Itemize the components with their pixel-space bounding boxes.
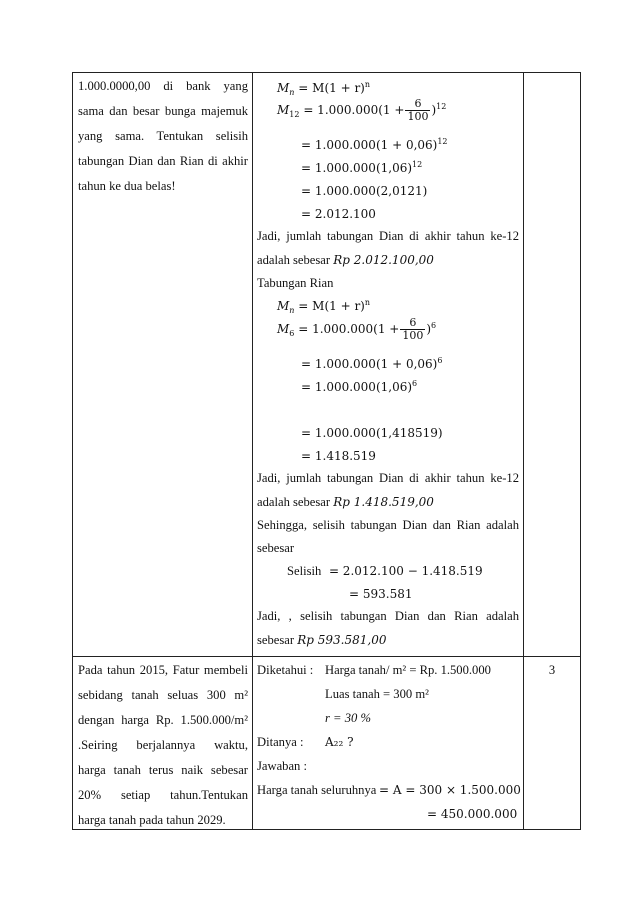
question-line: tabungan Dian dan Rian di akhir [78, 154, 248, 168]
calc-line: = 1.000.000(1,418519) [301, 426, 443, 440]
asked-value: A₂₂ ? [325, 735, 354, 749]
question-cell-2 [78, 658, 248, 833]
question-line: 1.000.0000,00 di bank yang [78, 79, 248, 93]
total-price-calc: = A = 300 × 1.500.000 [379, 783, 521, 797]
conclusion-line: sebesar Rp 593.581,00 [257, 633, 387, 647]
question-line: 20% setiap tahun.Tentukan [78, 788, 248, 802]
formula-m12: $M_{12} = 1.000.000(1$ + $\frac{6}{100}$ )$^{12}$ [277, 97, 447, 123]
calc-line: = 2.012.100 [301, 207, 376, 221]
table-border-right [580, 72, 581, 830]
question-line: dengan harga Rp. 1.500.000/m² [78, 713, 248, 727]
difference-line: Selisih = 2.012.100 − 1.418.519 [287, 564, 483, 578]
given-rate: r = 30 % [325, 711, 371, 725]
conclusion-line: Jadi, jumlah tabungan Dian di akhir tahun ke-12 [257, 229, 519, 243]
question-line: Pada tahun 2015, Fatur membeli [78, 663, 248, 677]
calc-line: = 1.418.519 [301, 449, 376, 463]
question-line: tahun ke dua belas! [78, 179, 176, 193]
asked-label: Ditanya : [257, 735, 304, 749]
given-price: Harga tanah/ m² = Rp. 1.500.000 [325, 663, 491, 677]
row-divider [72, 656, 581, 657]
question-line: sama dan besar bunga majemuk [78, 104, 248, 118]
calc-line: = $1.000.000(1 + 0,06)^6$ [301, 356, 443, 371]
conclusion-line: sebesar [257, 541, 295, 555]
formula-m6: $M_6 = 1.000.000(1$ + $\frac{6}{100}$ )$^6$ [277, 316, 437, 342]
calc-line: = $1.000.000(1,06)^{12}$ [301, 160, 423, 175]
conclusion-line: adalah sebesar Rp 1.418.519,00 [257, 495, 434, 509]
calc-line: = 1.000.000(2,0121) [301, 184, 428, 198]
total-price-result: = 450.000.000 [427, 807, 518, 821]
question-line: harga tanah terus naik sebesar [78, 763, 248, 777]
question-line: yang sama. Tentukan selisih [78, 129, 248, 143]
given-area: Luas tanah = 300 m² [325, 687, 429, 701]
score-cell: 3 [548, 663, 556, 677]
section-label: Tabungan Rian [257, 276, 334, 290]
question-line: .Seiring berjalannya waktu, [78, 738, 248, 752]
question-line: sebidang tanah seluas 300 m² [78, 688, 248, 702]
column-divider-1 [252, 72, 253, 830]
calc-line: = $1.000.000(1 + 0,06)^{12}$ [301, 137, 448, 152]
calc-line: = $1.000.000(1,06)^6$ [301, 379, 418, 394]
conclusion-line: Jadi, jumlah tabungan Dian di akhir tahun ke-12 [257, 471, 519, 485]
conclusion-line: adalah sebesar Rp 2.012.100,00 [257, 253, 434, 267]
conclusion-line: Sehingga, selisih tabungan Dian dan Rian adalah [257, 518, 519, 532]
answer-table [72, 72, 581, 830]
conclusion-line: Jadi, , selisih tabungan Dian dan Rian adalah [257, 609, 519, 623]
question-cell-1 [78, 74, 248, 199]
difference-line: = 593.581 [349, 587, 413, 601]
answer-cell-2 [257, 658, 519, 828]
total-price-label: Harga tanah seluruhnya [257, 783, 377, 797]
question-line: harga tanah pada tahun 2029. [78, 813, 226, 827]
answer-label: Jawaban : [257, 759, 308, 773]
formula-mn: $M_n = M(1 + r)^n$ [277, 298, 371, 315]
column-divider-2 [523, 72, 524, 830]
given-label: Diketahui : [257, 663, 314, 677]
formula-mn: $M_n = M(1 + r)^n$ [277, 80, 371, 97]
answer-cell-1 [257, 72, 519, 652]
table-border-left [72, 72, 73, 830]
